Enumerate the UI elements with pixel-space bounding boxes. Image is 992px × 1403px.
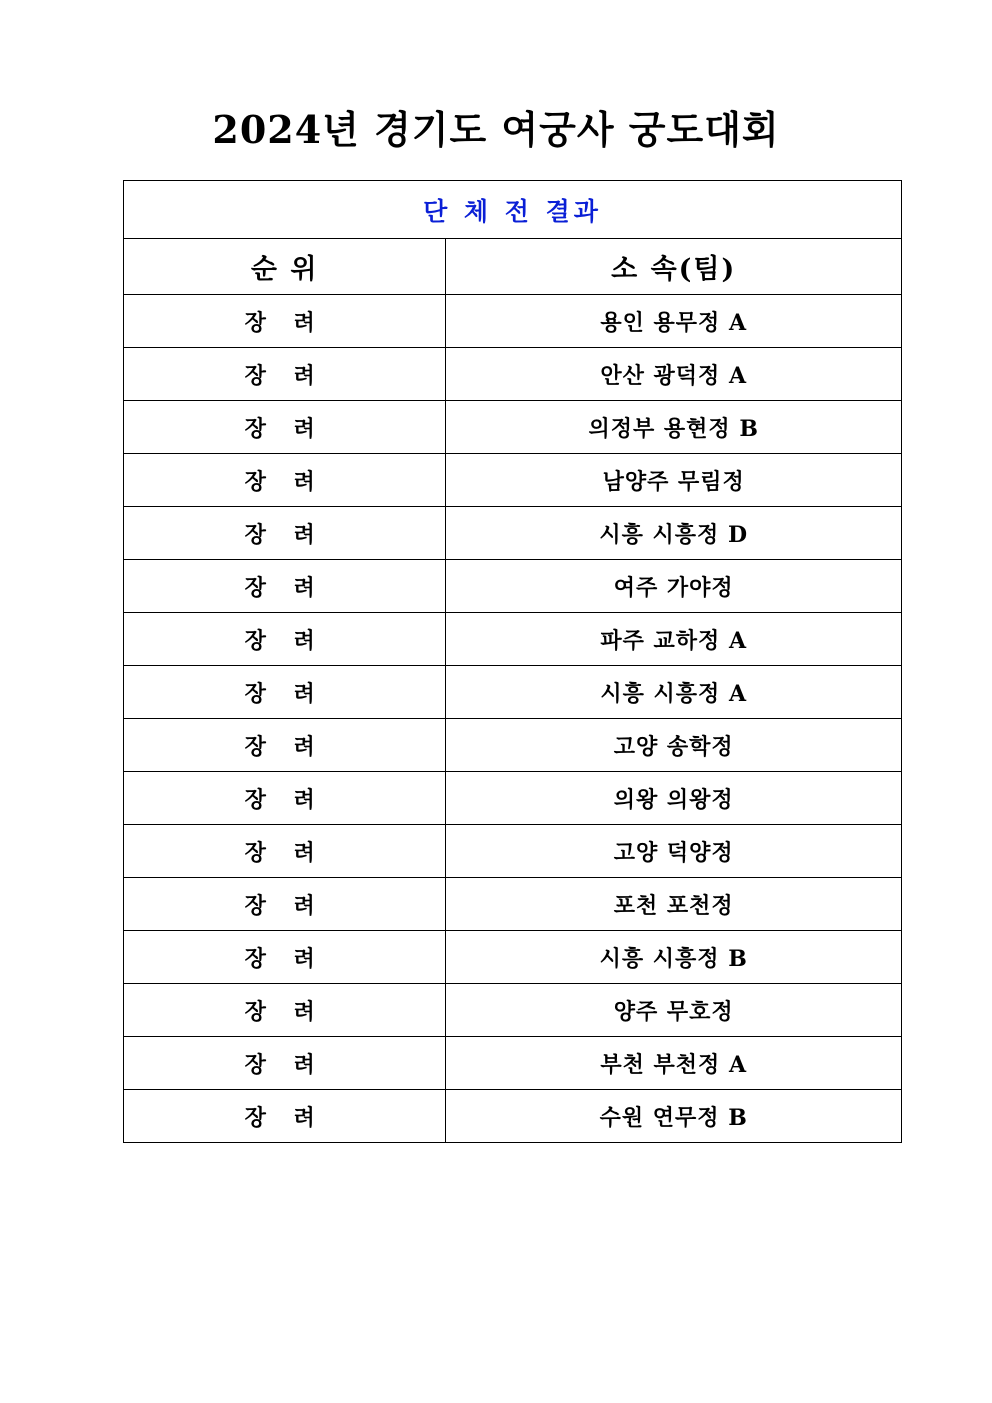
- team-cell: 의정부 용현정 B: [446, 401, 902, 454]
- rank-cell: 장 려: [124, 348, 446, 401]
- header-row: [124, 239, 902, 295]
- table-row: [124, 401, 902, 454]
- team-cell: 양주 무호정: [446, 984, 902, 1037]
- table-row: [124, 295, 902, 348]
- team-cell: 수원 연무정 B: [446, 1090, 902, 1143]
- team-cell: 파주 교하정 A: [446, 613, 902, 666]
- table-row: [124, 1090, 902, 1143]
- table-row: [124, 931, 902, 984]
- table-row: [124, 666, 902, 719]
- rank-cell: 장 려: [124, 878, 446, 931]
- team-cell: 용인 용무정 A: [446, 295, 902, 348]
- rank-cell: 장 려: [124, 401, 446, 454]
- table-caption: 단 체 전 결과: [124, 181, 902, 239]
- rank-cell: 장 려: [124, 719, 446, 772]
- document-title: 2024년 경기도 여궁사 궁도대회: [212, 107, 780, 152]
- team-cell: 의왕 의왕정: [446, 772, 902, 825]
- header-team: 소 속(팀): [446, 239, 902, 295]
- team-cell: 포천 포천정: [446, 878, 902, 931]
- table-row: [124, 984, 902, 1037]
- rank-cell: 장 려: [124, 1037, 446, 1090]
- team-cell: 고양 덕양정: [446, 825, 902, 878]
- results-table: [123, 180, 902, 1143]
- rank-cell: 장 려: [124, 984, 446, 1037]
- team-cell: 여주 가야정: [446, 560, 902, 613]
- table-row: [124, 772, 902, 825]
- rank-cell: 장 려: [124, 1090, 446, 1143]
- table-row: [124, 825, 902, 878]
- table-row: [124, 454, 902, 507]
- table-row: [124, 507, 902, 560]
- rank-cell: 장 려: [124, 825, 446, 878]
- team-cell: 시흥 시흥정 D: [446, 507, 902, 560]
- rank-cell: 장 려: [124, 560, 446, 613]
- team-cell: 남양주 무림정: [446, 454, 902, 507]
- team-cell: 안산 광덕정 A: [446, 348, 902, 401]
- rank-cell: 장 려: [124, 613, 446, 666]
- rank-cell: 장 려: [124, 454, 446, 507]
- rank-cell: 장 려: [124, 295, 446, 348]
- team-cell: 시흥 시흥정 B: [446, 931, 902, 984]
- rank-cell: 장 려: [124, 931, 446, 984]
- table-row: [124, 719, 902, 772]
- team-cell: 고양 송학정: [446, 719, 902, 772]
- rank-cell: 장 려: [124, 772, 446, 825]
- rank-cell: 장 려: [124, 507, 446, 560]
- table-row: [124, 878, 902, 931]
- caption-row: [124, 181, 902, 239]
- table-row: [124, 613, 902, 666]
- table-row: [124, 348, 902, 401]
- team-cell: 부천 부천정 A: [446, 1037, 902, 1090]
- header-rank: 순 위: [124, 239, 446, 295]
- table-row: [124, 560, 902, 613]
- table-row: [124, 1037, 902, 1090]
- team-cell: 시흥 시흥정 A: [446, 666, 902, 719]
- rank-cell: 장 려: [124, 666, 446, 719]
